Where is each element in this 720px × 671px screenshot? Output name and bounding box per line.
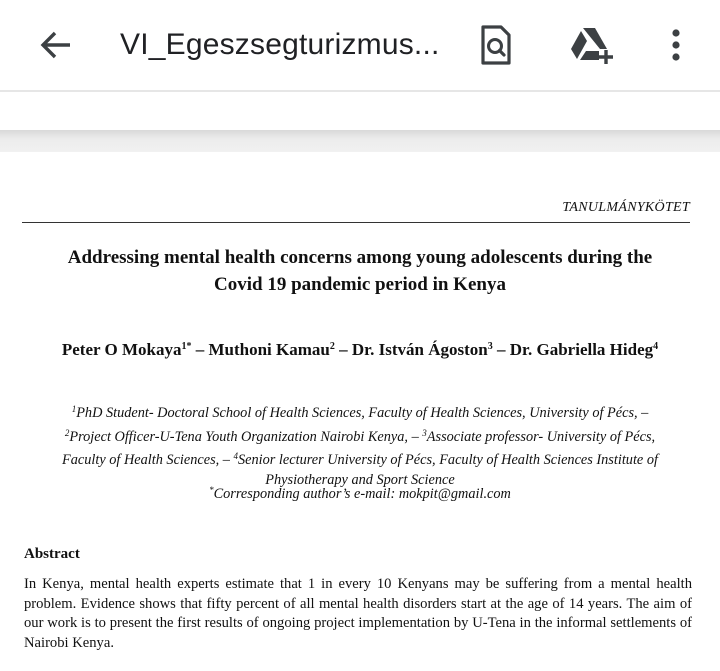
author-name: Muthoni Kamau [208, 340, 330, 359]
affil-sup: 1 [71, 404, 77, 414]
app-bar [0, 0, 720, 90]
affiliation-text: Project Officer-U-Tena Youth Organization Nairobi Kenya, – [69, 428, 423, 445]
author-name: Peter O Mokaya [61, 340, 182, 359]
affiliation-text: Senior lecturer University of Pécs, Faculty of Health Sciences Institute of [238, 452, 658, 468]
paper-title [20, 244, 700, 298]
more-vertical-icon[interactable] [652, 21, 700, 69]
affil-sup: 4 [233, 451, 239, 461]
corresponding-email-text: Corresponding author’s e-mail: mokpit@gmail.com [213, 486, 511, 502]
add-to-drive-icon[interactable] [568, 21, 616, 69]
affil-sup: 3 [422, 427, 427, 438]
corresponding-sup: * [209, 485, 214, 495]
abstract-heading: Abstract [24, 546, 80, 562]
paper-title-line-2: Covid 19 pandemic period in Kenya [214, 274, 506, 295]
author-separator: – [191, 340, 209, 359]
page-gap [0, 130, 720, 152]
back-arrow-icon[interactable] [32, 21, 80, 69]
affiliations [20, 400, 700, 490]
journal-header-label: TANULMÁNYKÖTET [562, 200, 690, 215]
author-name: Dr. Gabriella Hideg [509, 340, 654, 359]
author-separator: – [334, 340, 352, 359]
search-in-document-icon[interactable] [472, 21, 520, 69]
author-sup: 1* [181, 341, 192, 352]
author-list [20, 336, 700, 361]
header-rule [22, 222, 690, 223]
paper-title-line-1: Addressing mental health concerns among young adolescents during the [67, 247, 653, 268]
abstract-text: In Kenya, mental health experts estimate that 1 in every 10 Kenyans may be suffering from a mental health problem. Evidence shows that fifty percent of all mental health disorders start at the age of 14 years. The aim of our work is to present the first results of ongoing project implementation by U-Tena in the informal settlements of Nairobi Kenya. [24, 576, 692, 651]
pdf-page[interactable] [0, 152, 720, 671]
previous-page-bottom [0, 92, 720, 130]
author-separator: – [492, 340, 510, 359]
affil-sup: 2 [64, 427, 70, 438]
corresponding-author [20, 485, 700, 503]
affiliation-text: Physiotherapy and Sport Science [265, 471, 455, 488]
affiliation-text: Faculty of Health Sciences, – [62, 452, 234, 468]
affiliation-text: PhD Student- Doctoral School of Health Sciences, Faculty of Health Sciences, University of Pécs, – [76, 405, 649, 421]
document-title: VI_Egeszsegturizmus... [120, 28, 440, 61]
author-sup: 2 [329, 341, 335, 352]
author-name: Dr. István Ágoston [351, 340, 488, 359]
author-sup: 3 [487, 341, 493, 352]
author-sup: 4 [653, 341, 659, 352]
affiliation-text: Associate professor- University of Pécs, [426, 428, 656, 445]
